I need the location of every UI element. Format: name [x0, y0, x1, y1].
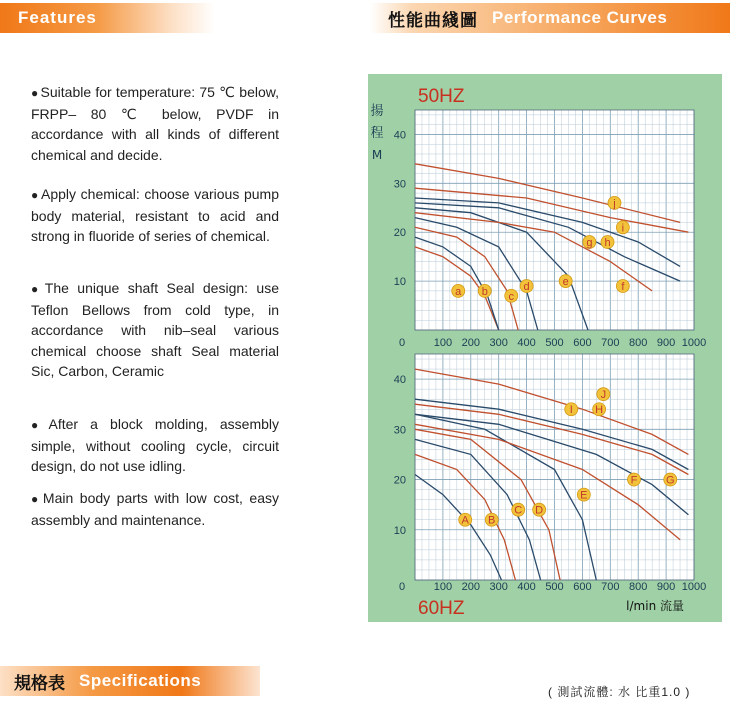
panel-title: 50HZ — [418, 86, 465, 107]
x-tick-label: 200 — [461, 337, 480, 349]
x-tick-label: 400 — [517, 581, 536, 593]
feature-item — [31, 488, 279, 530]
specs-title-cn: 規格表 — [14, 673, 65, 693]
x-tick-label: 300 — [489, 337, 508, 349]
y-tick-label: 30 — [393, 424, 406, 437]
performance-title-en: Performance Curves — [492, 8, 668, 27]
feature-text: Suitable for temperature: 75 ℃ below, FRPP– 80 ℃ below, PVDF in accordance with all kinds of different chemical and decide. — [31, 84, 280, 163]
curve-label: I — [569, 404, 573, 417]
performance-title-cn: 性能曲綫圖 — [388, 10, 478, 30]
y-axis-label: 揚 — [370, 104, 384, 119]
x-tick-label: 700 — [601, 337, 620, 349]
feature-item — [31, 414, 279, 477]
x-tick-label: 400 — [517, 337, 536, 349]
y-tick-label: 20 — [393, 227, 406, 240]
performance-chart — [368, 74, 722, 622]
x-tick-label: 200 — [461, 581, 480, 593]
curve-label: b — [481, 285, 488, 298]
chart-panel-50hz — [370, 86, 706, 349]
curve-label: e — [562, 276, 569, 289]
feature-text: The unique shaft Seal design: use Teflon Bellows from cold type, in accordance with nib–seal various chemical choose shaft Seal material Sic, Carbon, Ceramic — [31, 280, 280, 379]
x-tick-label: 700 — [601, 581, 620, 593]
panel-title: 60HZ — [418, 598, 465, 619]
curve-label: H — [595, 404, 604, 417]
x-tick-label: 800 — [629, 337, 648, 349]
curve-label: j — [613, 197, 616, 210]
y-tick-label: 40 — [393, 129, 406, 142]
specs-title-en: Specifications — [79, 671, 202, 690]
curve-label: C — [514, 504, 523, 517]
bullet-icon: ● — [31, 282, 43, 296]
bullet-icon: ● — [31, 418, 47, 432]
x-tick-label: 500 — [545, 337, 564, 349]
x-tick-label: 600 — [573, 337, 592, 349]
feature-text: After a block molding, assembly simple, without cooling cycle, circuit design, do not use idling. — [31, 416, 280, 474]
x-tick-label: 800 — [629, 581, 648, 593]
curve-label: g — [586, 237, 593, 249]
bullet-icon: ● — [31, 188, 39, 202]
bullet-icon: ● — [31, 492, 41, 506]
curve-label: A — [461, 514, 469, 527]
feature-text: Main body parts with low cost, easy assembly and maintenance. — [31, 490, 279, 528]
curve-label: i — [621, 222, 625, 235]
x-tick-label: 500 — [545, 581, 564, 593]
curve-label: E — [580, 489, 588, 502]
curve-label: F — [630, 474, 638, 487]
specifications-header — [0, 666, 260, 696]
x-tick-label: 900 — [656, 337, 676, 349]
x-tick-label: 300 — [489, 581, 508, 593]
features-header — [0, 3, 215, 33]
curve-label: G — [666, 474, 675, 487]
x-tick-label: 1000 — [681, 581, 707, 593]
curve-label: D — [535, 504, 544, 517]
x-axis-label: l/min 流量 — [626, 599, 684, 613]
y-tick-label: 30 — [393, 178, 406, 191]
curve-label: J — [600, 389, 607, 402]
curve-label: c — [508, 290, 515, 303]
curve-label: d — [523, 281, 530, 293]
x-tick-label: 100 — [433, 581, 453, 593]
y-tick-label: 20 — [393, 474, 406, 487]
feature-text: Apply chemical: choose various pump body material, resistant to acid and strong in fluoride of series of chemical. — [31, 186, 279, 244]
bullet-icon: ● — [31, 86, 39, 100]
test-fluid-note: ( 測試流體: 水 比重1.0 ) — [548, 685, 691, 699]
performance-curves-header — [370, 3, 730, 33]
y-axis-label: M — [371, 148, 383, 162]
origin-label: 0 — [398, 337, 406, 349]
feature-item — [31, 278, 279, 382]
chart-panel-60hz — [394, 354, 706, 619]
curve-label: a — [455, 285, 462, 298]
x-tick-label: 600 — [573, 581, 592, 593]
curve-label: f — [621, 281, 625, 293]
x-tick-label: 1000 — [681, 337, 707, 349]
y-axis-label: 程 — [370, 126, 384, 141]
feature-item — [31, 82, 279, 165]
origin-label: 0 — [398, 581, 406, 593]
feature-item — [31, 184, 279, 247]
x-tick-label: 100 — [433, 337, 453, 349]
curve-label: B — [488, 514, 496, 527]
features-title: Features — [18, 8, 97, 27]
x-tick-label: 900 — [656, 581, 676, 593]
y-tick-label: 10 — [393, 524, 406, 537]
y-tick-label: 10 — [393, 276, 406, 289]
y-tick-label: 40 — [393, 374, 406, 387]
curve-label: h — [604, 237, 611, 249]
